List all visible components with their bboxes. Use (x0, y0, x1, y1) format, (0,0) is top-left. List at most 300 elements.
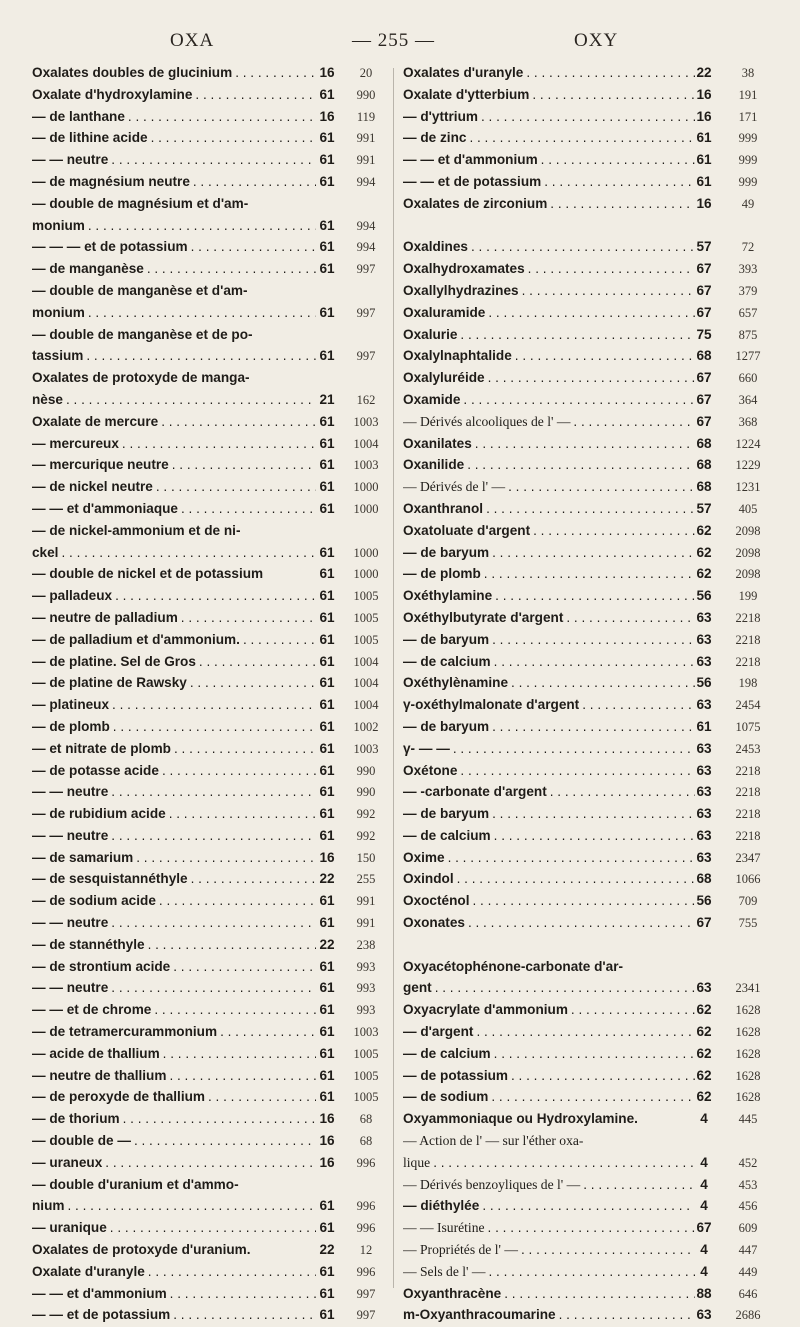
leader-dots (111, 784, 316, 799)
entry-page: 2098 (735, 567, 761, 582)
entry-volume: 63 (696, 697, 712, 713)
index-entry (403, 913, 773, 935)
leader-dots (243, 632, 316, 647)
entry-page: 2098 (735, 545, 761, 560)
entry-page: 709 (738, 894, 758, 909)
index-entry (32, 390, 386, 412)
index-entry (403, 1131, 773, 1153)
entry-term: γ- — — (403, 740, 450, 756)
entry-term: Oxanilide (403, 457, 465, 473)
entry-volume: 61 (319, 958, 335, 974)
entry-page: 12 (359, 1243, 373, 1258)
leader-dots (111, 828, 316, 843)
entry-volume: 61 (319, 1067, 335, 1083)
entry-volume: 61 (319, 566, 335, 582)
entry-page: 997 (356, 1286, 376, 1301)
entry-page: 991 (356, 894, 376, 909)
index-entry (32, 412, 386, 434)
index-entry (403, 281, 773, 303)
entry-page: 1000 (353, 545, 379, 560)
leader-dots (235, 65, 316, 80)
entry-term: Oxalates de protoxyde de manga- (32, 370, 250, 386)
entry-term: gent (403, 980, 432, 996)
leader-dots (504, 1286, 695, 1301)
entry-term: Oxalate d'ytterbium (403, 86, 530, 102)
index-entry (32, 564, 386, 586)
section-gap (403, 935, 773, 957)
index-entry (403, 1240, 773, 1262)
index-entry (403, 346, 773, 368)
entry-term: — de peroxyde de thallium (32, 1089, 205, 1105)
entry-term: Oxalates d'uranyle (403, 65, 524, 80)
entry-page: 609 (738, 1221, 758, 1236)
leader-dots (111, 915, 316, 930)
entry-term: — — neutre (32, 784, 109, 800)
entry-volume: 61 (319, 500, 335, 516)
entry-volume: 88 (696, 1285, 712, 1301)
index-entry (32, 1131, 386, 1153)
entry-volume: 62 (696, 1002, 712, 1018)
leader-dots (492, 806, 695, 821)
leader-dots (169, 1068, 316, 1083)
entry-term: — de sodium acide (32, 893, 156, 909)
leader-dots (170, 1286, 316, 1301)
index-entry (403, 826, 773, 848)
leader-dots (190, 675, 316, 690)
index-entry (403, 1153, 773, 1175)
entry-volume: 61 (319, 152, 335, 168)
leader-dots (172, 457, 316, 472)
index-entry (32, 543, 386, 565)
entry-page: 2218 (735, 785, 761, 800)
entry-page: 996 (356, 1221, 376, 1236)
index-entry (32, 1022, 386, 1044)
index-entry (32, 455, 386, 477)
index-entry (403, 85, 773, 107)
entry-term: — de potasse acide (32, 762, 159, 778)
entry-term: m-Oxyanthracoumarine (403, 1307, 556, 1323)
entry-term: — double de nickel et de potassium (32, 566, 264, 582)
entry-term: — double d'uranium et d'ammo- (32, 1176, 239, 1192)
entry-page: 1628 (735, 1046, 761, 1061)
entry-term: — de tetramercurammonium (32, 1024, 218, 1040)
index-entry (32, 1044, 386, 1066)
leader-dots (163, 1046, 316, 1061)
entry-volume: 61 (319, 893, 335, 909)
index-entry (32, 1218, 386, 1240)
entry-volume: 62 (696, 544, 712, 560)
entry-term: Oxatoluate d'argent (403, 522, 531, 538)
leader-dots (559, 1307, 695, 1322)
entry-volume: 61 (319, 1198, 335, 1214)
leader-dots (128, 109, 316, 124)
index-entry (403, 107, 773, 129)
entry-page: 997 (356, 349, 376, 364)
entry-term: Oxéthylamine (403, 588, 493, 604)
index-entry (32, 673, 386, 695)
entry-term: nium (32, 1198, 65, 1214)
leader-dots (526, 65, 695, 80)
leader-dots (467, 457, 695, 472)
entry-term: — de nickel neutre (32, 479, 153, 495)
entry-volume: 61 (319, 413, 335, 429)
entry-page: 452 (738, 1155, 758, 1170)
entry-page: 2341 (735, 981, 761, 996)
entry-volume: 63 (696, 762, 712, 778)
entry-term: Oxanthranol (403, 500, 484, 516)
leader-dots (61, 545, 316, 560)
index-entry (403, 1022, 773, 1044)
leader-dots (195, 87, 316, 102)
leader-dots (532, 87, 695, 102)
entry-term: — de rubidium acide (32, 806, 166, 822)
index-entry (403, 1044, 773, 1066)
entry-volume: 62 (696, 1067, 712, 1083)
entry-volume: 61 (319, 544, 335, 560)
leader-dots (154, 1002, 316, 1017)
entry-term: — de nickel-ammonium et de ni- (32, 522, 241, 538)
entry-term: — neutre de thallium (32, 1067, 167, 1083)
leader-dots (136, 850, 316, 865)
index-entry (403, 739, 773, 761)
index-entry (32, 63, 386, 85)
leader-dots (528, 261, 695, 276)
entry-volume: 61 (319, 1220, 335, 1236)
entry-page: 1628 (735, 1068, 761, 1083)
index-entry (403, 63, 773, 85)
entry-page: 255 (356, 872, 376, 887)
entry-page: 992 (356, 807, 376, 822)
entry-term: Oxalates de zirconium (403, 195, 548, 211)
entry-page: 997 (356, 305, 376, 320)
index-entry (32, 1066, 386, 1088)
entry-page: 996 (356, 1264, 376, 1279)
entry-term: Oxallylhydrazines (403, 282, 519, 298)
entry-term: — Dérivés de l' — (403, 479, 506, 495)
entry-volume: 61 (319, 1045, 335, 1061)
entry-term: — de sesquistannéthyle (32, 871, 188, 887)
entry-page: 150 (356, 850, 376, 865)
leader-dots (134, 1133, 316, 1148)
entry-page: 393 (738, 262, 758, 277)
entry-page: 657 (738, 305, 758, 320)
leader-dots (508, 479, 695, 495)
entry-page: 1004 (353, 436, 379, 451)
entry-page: 993 (356, 981, 376, 996)
leader-dots (511, 675, 695, 690)
entry-term: Oxanilates (403, 435, 472, 451)
entry-page: 38 (741, 66, 755, 80)
entry-term: — de lithine acide (32, 130, 148, 146)
index-entry (32, 869, 386, 891)
entry-volume: 68 (696, 457, 712, 473)
entry-volume: 67 (696, 261, 712, 277)
entry-page: 119 (356, 109, 376, 124)
index-entry (403, 673, 773, 695)
section-gap (403, 216, 773, 238)
entry-page: 999 (738, 153, 758, 168)
entry-page: 1003 (353, 414, 379, 429)
leader-dots (123, 1111, 316, 1126)
index-entry (403, 652, 773, 674)
entry-volume: 57 (696, 239, 712, 255)
entry-page: 1628 (735, 1025, 761, 1040)
entry-volume: 61 (319, 915, 335, 931)
entry-term: — de baryum (403, 718, 490, 734)
leader-dots (472, 893, 695, 908)
entry-page: 1277 (735, 349, 761, 364)
entry-term: — de plomb (403, 566, 481, 582)
entry-page: 993 (356, 959, 376, 974)
entry-term: — — — et de potassium (32, 239, 188, 255)
index-entry (403, 368, 773, 390)
entry-volume: 22 (319, 936, 335, 952)
leader-dots (463, 392, 695, 407)
leader-dots (173, 1307, 316, 1322)
index-entry (32, 499, 386, 521)
leader-dots (471, 239, 695, 254)
entry-term: Oxalate d'hydroxylamine (32, 86, 193, 102)
index-entry (32, 1240, 386, 1262)
entry-page: 990 (356, 763, 376, 778)
entry-volume: 22 (319, 1242, 335, 1258)
entry-volume: 67 (696, 391, 712, 407)
entry-term: — -carbonate d'argent (403, 784, 547, 800)
entry-page: 660 (738, 371, 758, 386)
entry-volume: 61 (696, 152, 712, 168)
entry-volume: 61 (696, 130, 712, 146)
entry-term: — de baryum (403, 806, 490, 822)
entry-page: 991 (356, 916, 376, 931)
leader-dots (582, 697, 695, 712)
leader-dots (494, 828, 695, 843)
entry-page: 1005 (353, 1090, 379, 1105)
entry-page: 199 (738, 589, 758, 604)
entry-term: Oxéthylbutyrate d'argent (403, 609, 564, 625)
entry-volume: 61 (319, 130, 335, 146)
index-entry (403, 891, 773, 913)
index-entry (32, 913, 386, 935)
entry-volume: 61 (319, 762, 335, 778)
leader-dots (460, 327, 695, 342)
entry-volume: 16 (319, 65, 335, 80)
entry-term: nèse (32, 391, 63, 407)
entry-volume: 68 (696, 871, 712, 887)
entry-volume: 61 (319, 718, 335, 734)
entry-volume: 61 (319, 631, 335, 647)
index-entry (403, 1066, 773, 1088)
entry-volume: 16 (696, 86, 712, 102)
index-entry (32, 237, 386, 259)
entry-page: 368 (738, 414, 758, 429)
index-entry (32, 652, 386, 674)
leader-dots (488, 370, 695, 385)
entry-page: 20 (359, 66, 373, 80)
entry-volume: 16 (696, 108, 712, 124)
leader-dots (169, 806, 316, 821)
entry-page: 2218 (735, 763, 761, 778)
entry-page: 445 (738, 1112, 758, 1127)
leader-dots (191, 871, 316, 886)
leader-dots (148, 937, 316, 952)
index-entry (403, 172, 773, 194)
entry-term: Oxocténol (403, 893, 470, 909)
entry-volume: 61 (319, 348, 335, 364)
entry-volume: 61 (319, 588, 335, 604)
entry-volume: 67 (696, 370, 712, 386)
index-entry (32, 172, 386, 194)
entry-volume: 67 (696, 413, 712, 429)
entry-volume: 61 (319, 239, 335, 255)
leader-dots (522, 283, 695, 298)
entry-term: Oxéthylènamine (403, 675, 509, 691)
leader-dots (544, 174, 695, 189)
entry-term: — de samarium (32, 849, 134, 865)
entry-term: — Action de l' — sur l'éther oxa- (403, 1133, 584, 1149)
entry-volume: 61 (319, 304, 335, 320)
entry-volume: 63 (696, 740, 712, 756)
entry-page: 1005 (353, 1068, 379, 1083)
index-entry (32, 150, 386, 172)
entry-page: 198 (738, 676, 758, 691)
entry-term: — double de — (32, 1133, 131, 1149)
leader-dots (181, 610, 316, 625)
entry-volume: 61 (319, 740, 335, 756)
entry-term: — de stannéthyle (32, 936, 145, 952)
entry-volume: 61 (319, 86, 335, 102)
entry-volume: 16 (319, 1133, 335, 1149)
leader-dots (481, 109, 695, 124)
entry-term: Oxyammoniaque ou Hydroxylamine. (403, 1111, 638, 1127)
entry-term: — d'yttrium (403, 108, 478, 124)
index-entry (32, 303, 386, 325)
leader-dots (220, 1024, 316, 1039)
entry-volume: 56 (696, 893, 712, 909)
entry-volume: 4 (700, 1198, 708, 1214)
entry-term: — de lanthane (32, 108, 125, 124)
entry-volume: 63 (696, 1307, 712, 1323)
leader-dots (511, 1068, 695, 1083)
leader-dots (571, 1002, 695, 1017)
entry-page: 1000 (353, 480, 379, 495)
entry-volume: 63 (696, 849, 712, 865)
entry-page: 2347 (735, 850, 761, 865)
index-entry (32, 804, 386, 826)
entry-term: ckel (32, 544, 59, 560)
entry-volume: 4 (700, 1111, 708, 1127)
leader-dots (468, 915, 695, 930)
leader-dots (86, 348, 316, 363)
entry-volume: 16 (319, 108, 335, 124)
leader-dots (193, 174, 316, 189)
entry-volume: 61 (319, 827, 335, 843)
leader-dots (484, 566, 695, 581)
entry-term: — double de manganèse et d'am- (32, 282, 248, 298)
entry-term: Oxalate de mercure (32, 413, 159, 429)
entry-page: 405 (738, 501, 758, 516)
entry-page: 1005 (353, 610, 379, 625)
entry-term: Oxindol (403, 871, 454, 887)
leader-dots (191, 239, 316, 254)
index-entry (403, 608, 773, 630)
entry-term: monium (32, 217, 85, 233)
entry-term: — de plomb (32, 718, 110, 734)
entry-volume: 61 (319, 609, 335, 625)
entry-page: 449 (738, 1264, 758, 1279)
entry-term: — Dérivés alcooliques de l' — (403, 413, 571, 429)
entry-term: monium (32, 304, 85, 320)
entry-page: 1231 (735, 480, 761, 495)
index-entry (403, 194, 773, 216)
entry-volume: 57 (696, 500, 712, 516)
index-entry (32, 957, 386, 979)
leader-dots (476, 1024, 695, 1039)
leader-dots (521, 1242, 695, 1258)
index-entry (403, 237, 773, 259)
entry-page: 996 (356, 1199, 376, 1214)
entry-term: — de potassium (403, 1067, 508, 1083)
entry-term: — — et d'ammonium (403, 152, 538, 168)
entry-volume: 62 (696, 1045, 712, 1061)
entry-volume: 16 (319, 1111, 335, 1127)
index-entry (32, 978, 386, 1000)
leader-dots (147, 261, 316, 276)
entry-page: 1003 (353, 1025, 379, 1040)
entry-term: — — et de chrome (32, 1002, 152, 1018)
index-entry (403, 499, 773, 521)
entry-term: — — neutre (32, 152, 109, 168)
entry-page: 2218 (735, 610, 761, 625)
index-entry (403, 1000, 773, 1022)
leader-dots (115, 588, 316, 603)
index-entry (32, 1284, 386, 1306)
index-entry (403, 1087, 773, 1109)
index-entry (32, 608, 386, 630)
entry-volume: 61 (319, 697, 335, 713)
index-entry (403, 128, 773, 150)
entry-page: 994 (356, 218, 376, 233)
entry-term: Oxalhydroxamates (403, 261, 525, 277)
entry-term: — de sodium (403, 1089, 489, 1105)
entry-page: 68 (359, 1112, 373, 1127)
entry-page: 2686 (735, 1308, 761, 1323)
entry-term: — et nitrate de plomb (32, 740, 171, 756)
entry-page: 2218 (735, 654, 761, 669)
index-column-left (32, 63, 386, 1327)
entry-page: 990 (356, 785, 376, 800)
entry-term: — mercureux (32, 435, 119, 451)
entry-page: 992 (356, 828, 376, 843)
entry-page: 191 (738, 87, 758, 102)
leader-dots (66, 392, 316, 407)
index-entry (32, 107, 386, 129)
entry-volume: 61 (319, 479, 335, 495)
leader-dots (492, 632, 695, 647)
leader-dots (491, 1089, 695, 1104)
entry-volume: 61 (319, 675, 335, 691)
entry-term: — de calcium (403, 827, 491, 843)
entry-term: — de zinc (403, 130, 467, 146)
index-entry (32, 695, 386, 717)
index-entry (403, 1196, 773, 1218)
entry-page: 2218 (735, 632, 761, 647)
entry-page: 238 (356, 937, 376, 952)
leader-dots (208, 1089, 316, 1104)
leader-dots (573, 414, 695, 430)
index-entry (403, 1109, 773, 1131)
entry-term: Oxyanthracène (403, 1285, 502, 1301)
entry-volume: 61 (319, 1285, 335, 1301)
